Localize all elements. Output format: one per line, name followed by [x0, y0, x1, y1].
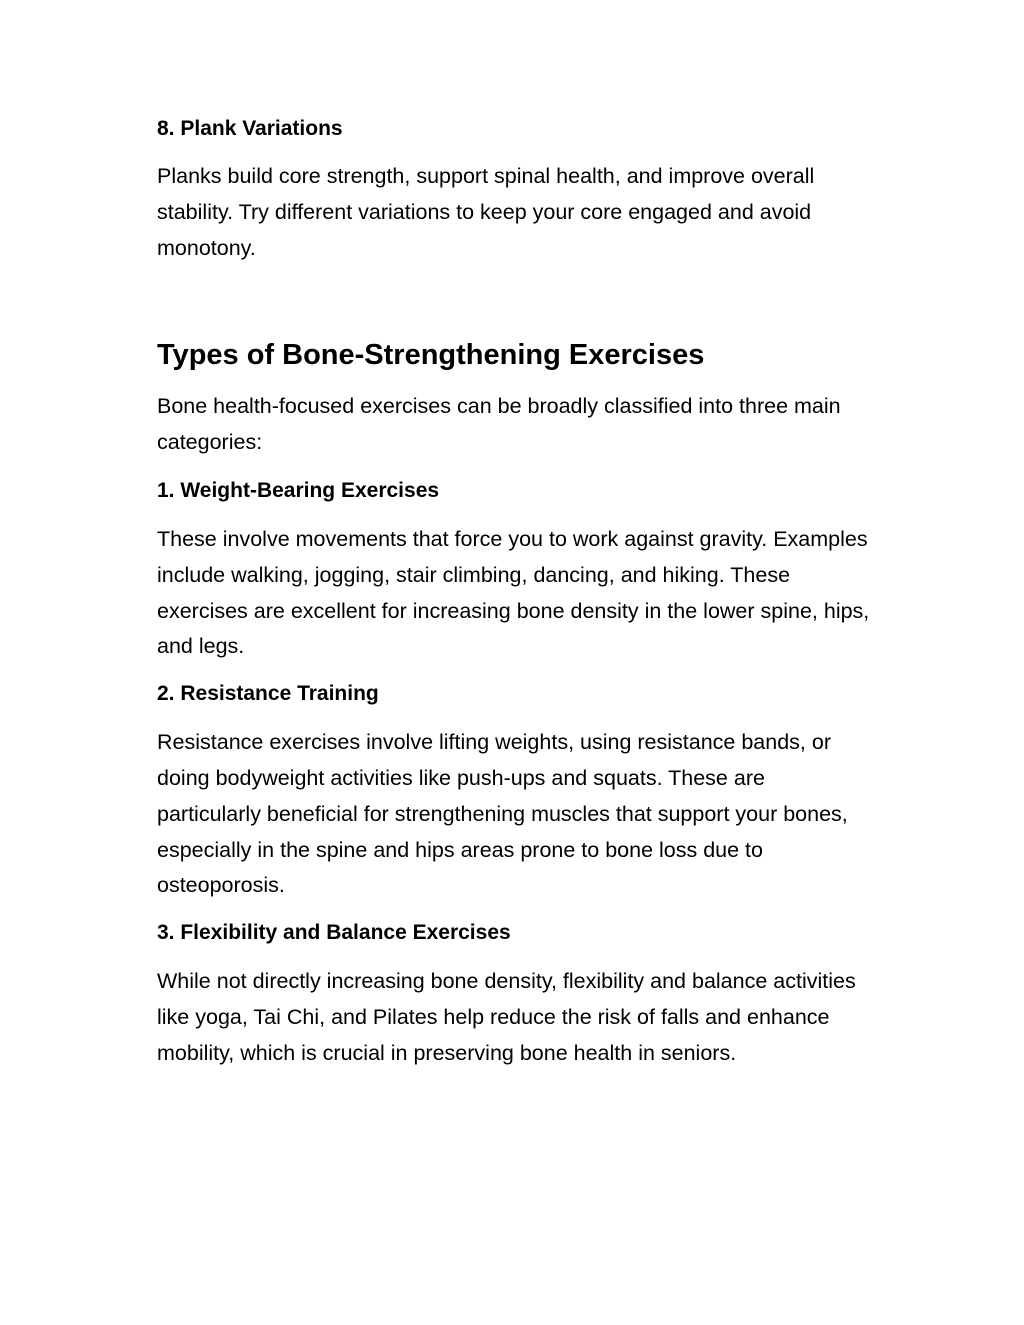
plank-variations-paragraph: Planks build core strength, support spinal health, and improve overall stability. Try different variations to keep your core engaged and avoid monotony. — [157, 164, 815, 260]
resistance-training-paragraph: Resistance exercises involve lifting weights, using resistance bands, or doing bodyweight activities like push-ups and squats. These are particularly beneficial for strengthening muscles that support your bones, especially in the spine and hips areas prone to bone loss due to osteoporosis. — [157, 730, 848, 898]
flexibility-balance-heading: 3. Flexibility and Balance Exercises — [157, 921, 511, 945]
plank-variations-heading: 8. Plank Variations — [157, 117, 343, 140]
weight-bearing-heading: 1. Weight-Bearing Exercises — [157, 478, 440, 502]
section-intro-paragraph: Bone health-focused exercises can be broadly classified into three main categories: — [157, 394, 841, 455]
section-title: Types of Bone-Strengthening Exercises — [157, 339, 705, 372]
flexibility-balance-paragraph: While not directly increasing bone density, flexibility and balance activities like yoga, Tai Chi, and Pilates help reduce the risk of falls and enhance mobility, which is crucial in preserving bone health in seniors. — [157, 969, 856, 1065]
document-page — [157, 0, 872, 1072]
weight-bearing-paragraph: These involve movements that force you to work against gravity. Examples include walking, jogging, stair climbing, dancing, and hiking. These exercises are excellent for increasing bone density in the lower spine, hips, and legs. — [157, 526, 870, 659]
resistance-training-heading: 2. Resistance Training — [157, 682, 379, 706]
